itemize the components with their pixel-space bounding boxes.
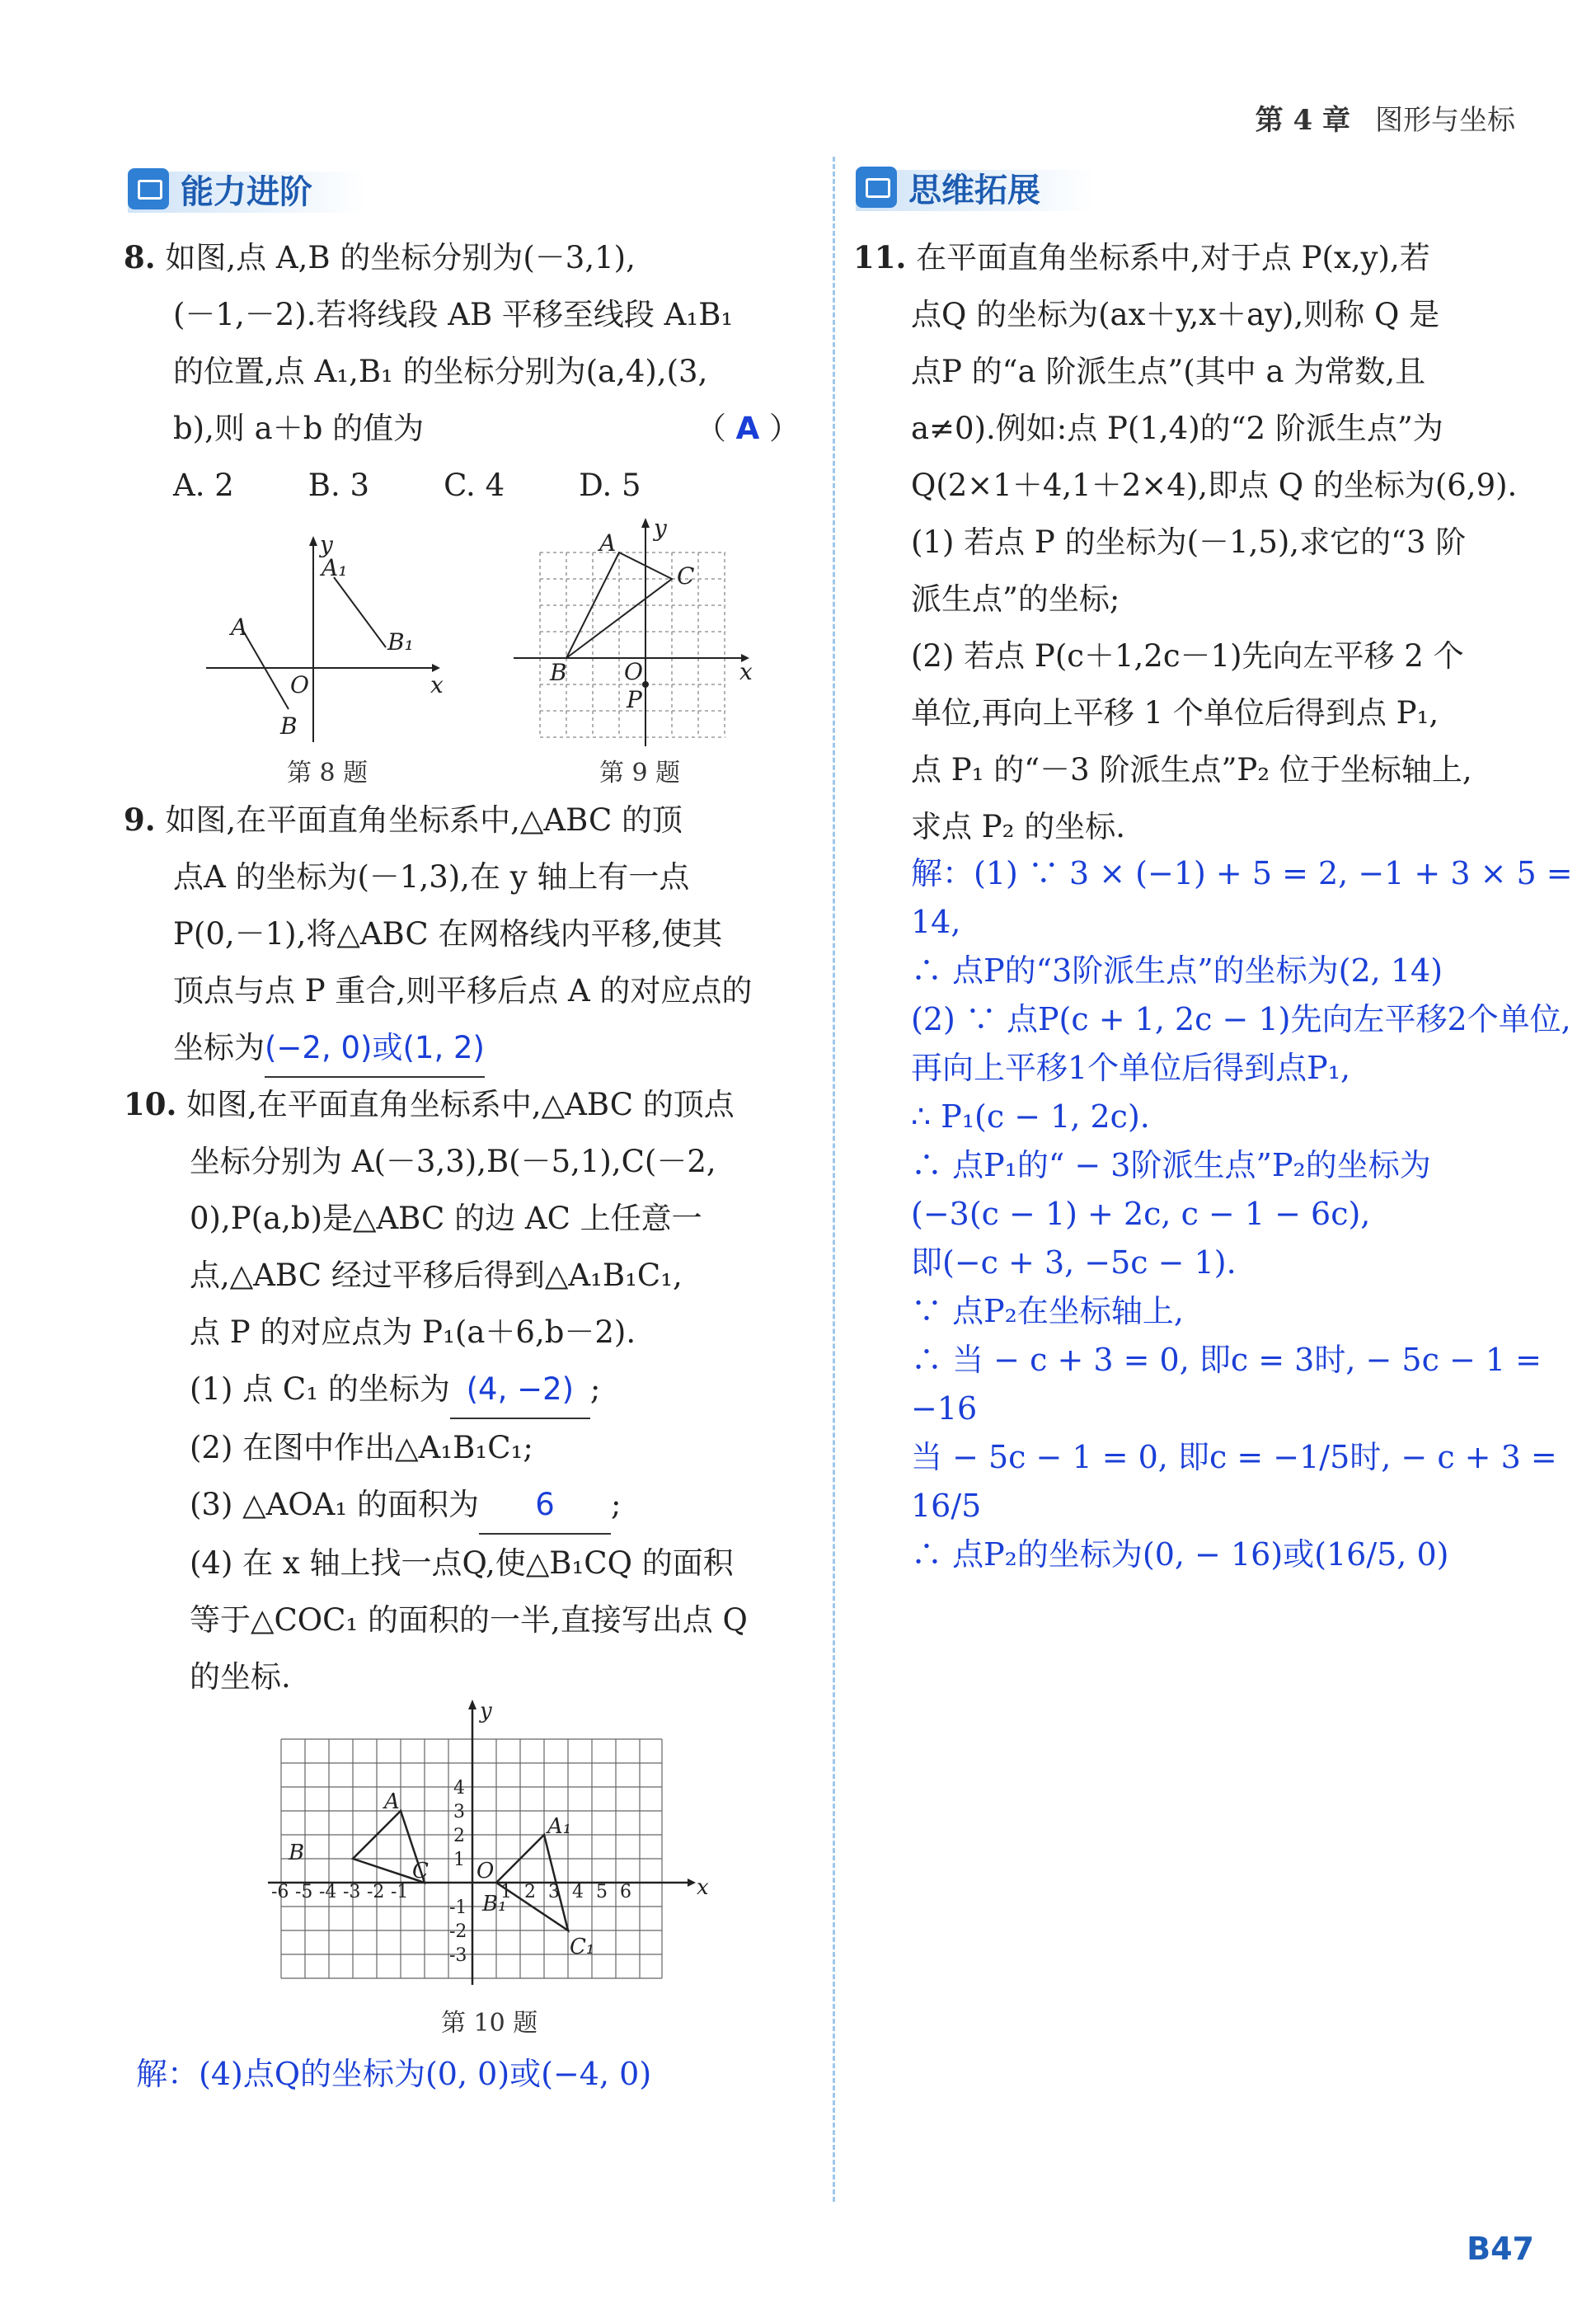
option-b: B. 3 bbox=[307, 468, 370, 503]
text-line: 坐标为 bbox=[173, 1030, 265, 1065]
label-c: C bbox=[677, 562, 695, 590]
options bbox=[124, 457, 800, 514]
text-line: 如图,在平面直角坐标系中,△ABC 的顶点 bbox=[186, 1087, 735, 1122]
option-a: A. 2 bbox=[173, 468, 234, 503]
ytick: 4 bbox=[453, 1778, 465, 1799]
label-c: C bbox=[412, 1859, 429, 1883]
page-number: B47 bbox=[1467, 2231, 1534, 2267]
text-line: 点 P 的对应点为 P₁(a＋6,b－2). bbox=[190, 1314, 636, 1350]
pencil-icon bbox=[128, 168, 169, 209]
label-b: B bbox=[550, 659, 567, 686]
solution-line: 解：(1) ∵ 3 × (−1) + 5 = 2, −1 + 3 × 5 = 14, bbox=[911, 855, 1573, 940]
label-b: B bbox=[289, 1841, 305, 1865]
caption-8: 第 8 题 bbox=[287, 759, 368, 788]
text-line: 坐标分别为 A(－3,3),B(－5,1),C(－2, bbox=[190, 1144, 716, 1179]
column-divider bbox=[833, 157, 835, 2202]
xtick: -2 bbox=[367, 1882, 385, 1902]
label-p: P bbox=[627, 686, 642, 713]
label-a1: A₁ bbox=[547, 1814, 572, 1839]
text-line: Q(2×1＋4,1＋2×4),即点 Q 的坐标为(6,9). bbox=[911, 468, 1518, 503]
text-line: 的坐标. bbox=[190, 1659, 291, 1695]
solution-11 bbox=[911, 849, 1587, 1579]
xtick: 4 bbox=[572, 1882, 584, 1902]
text-line: 如图,在平面直角坐标系中,△ABC 的顶 bbox=[165, 802, 683, 838]
part-2: (2) 在图中作出△A₁B₁C₁; bbox=[190, 1430, 533, 1465]
text-line: a≠0).例如:点 P(1,4)的“2 阶派生点”为 bbox=[911, 411, 1443, 446]
xtick: -1 bbox=[391, 1882, 409, 1902]
solution-line: ∴ P₁(c − 1, 2c). bbox=[911, 1098, 1150, 1135]
label-a: A bbox=[599, 529, 617, 557]
answer-10-3: 6 bbox=[479, 1476, 611, 1535]
answer-9: (−2, 0)或(1, 2) bbox=[265, 1019, 485, 1078]
text-line: (2) 若点 P(c＋1,2c－1)先向左平移 2 个 bbox=[911, 638, 1464, 674]
point-p bbox=[642, 681, 649, 688]
label-a1: A₁ bbox=[322, 554, 348, 581]
solution-line: 再向上平移1个单位后得到点P₁, bbox=[911, 1050, 1351, 1086]
label-a: A bbox=[384, 1789, 400, 1814]
answer-8: A bbox=[735, 411, 760, 446]
text-line: (－1,－2).若将线段 AB 平移至线段 A₁B₁ bbox=[173, 297, 734, 332]
solution-line: ∵ 点P₂在坐标轴上, bbox=[911, 1293, 1184, 1329]
ytick: -2 bbox=[449, 1921, 467, 1942]
part-4: (4) 在 x 轴上找一点Q,使△B₁CQ 的面积 bbox=[190, 1545, 734, 1581]
text-line: 的位置,点 A₁,B₁ 的坐标分别为(a,4),(3, bbox=[173, 354, 708, 389]
label-b: B bbox=[280, 712, 298, 740]
xtick: -5 bbox=[295, 1882, 313, 1902]
figure-9 bbox=[507, 511, 771, 750]
text-line: 点Q 的坐标为(ax＋y,x＋ay),则称 Q 是 bbox=[911, 297, 1440, 332]
segment-a1b1 bbox=[334, 577, 386, 647]
label-a: A bbox=[231, 614, 248, 641]
question-number: 11. bbox=[853, 239, 907, 275]
option-c: C. 4 bbox=[444, 468, 505, 503]
answer-10-1: (4, −2) bbox=[450, 1361, 590, 1419]
answer-bracket: （ A ） bbox=[695, 411, 800, 446]
solution-line: 即(−c + 3, −5c − 1). bbox=[911, 1244, 1237, 1281]
text-line: 在平面直角坐标系中,对于点 P(x,y),若 bbox=[916, 240, 1430, 275]
caption-9: 第 9 题 bbox=[599, 759, 681, 788]
solution-10: 解：(4)点Q的坐标为(0, 0)或(−4, 0) bbox=[136, 2056, 652, 2092]
label-x: x bbox=[430, 671, 444, 698]
xtick: -4 bbox=[319, 1882, 337, 1902]
xtick: 3 bbox=[548, 1882, 560, 1902]
segment-ab bbox=[243, 631, 289, 709]
section-title-right bbox=[856, 163, 1040, 211]
xtick: 2 bbox=[524, 1882, 536, 1902]
label-o: O bbox=[476, 1859, 495, 1883]
solution-line: (−3(c − 1) + 2c, c − 1 − 6c), bbox=[911, 1196, 1371, 1232]
text-line: 顶点与点 P 重合,则平移后点 A 的对应点的 bbox=[173, 973, 753, 1009]
chapter-title: 图形与坐标 bbox=[1375, 104, 1515, 137]
section-label: 能力进阶 bbox=[181, 172, 312, 211]
xtick: 6 bbox=[620, 1882, 631, 1902]
option-d: D. 5 bbox=[579, 468, 641, 503]
text-line: 点,△ABC 经过平移后得到△A₁B₁C₁, bbox=[190, 1258, 683, 1293]
text-line: 点A 的坐标为(－1,3),在 y 轴上有一点 bbox=[173, 859, 690, 895]
part-3: (3) △AOA₁ 的面积为 bbox=[190, 1487, 479, 1522]
text-line: (1) 若点 P 的坐标为(－1,5),求它的“3 阶 bbox=[911, 524, 1467, 560]
caption-10: 第 10 题 bbox=[441, 2009, 538, 2038]
question-number: 9. bbox=[124, 802, 156, 838]
solution-line: ∴ 点P₁的“ − 3阶派生点”P₂的坐标为 bbox=[911, 1147, 1431, 1183]
text-line: b),则 a＋b 的值为 bbox=[173, 411, 425, 446]
text-line: P(0,－1),将△ABC 在网格线内平移,使其 bbox=[173, 916, 723, 952]
text-line: 点P 的“a 阶派生点”(其中 a 为常数,且 bbox=[911, 354, 1426, 389]
ytick: 2 bbox=[453, 1826, 465, 1846]
question-number: 8. bbox=[124, 239, 156, 275]
text-line: 等于△COC₁ 的面积的一半,直接写出点 Q bbox=[190, 1602, 748, 1638]
figure-8 bbox=[198, 528, 462, 750]
ytick: 3 bbox=[453, 1802, 465, 1822]
text-line: 单位,再向上平移 1 个单位后得到点 P₁, bbox=[911, 695, 1439, 731]
figure-10 bbox=[264, 1695, 709, 1991]
text-line: 0),P(a,b)是△ABC 的边 AC 上任意一 bbox=[190, 1201, 702, 1236]
question-number: 10. bbox=[124, 1086, 177, 1122]
solution-line: ∴ 点P₂的坐标为(0, − 16)或(16/5, 0) bbox=[911, 1536, 1449, 1573]
text-line: 点 P₁ 的“－3 阶派生点”P₂ 位于坐标轴上, bbox=[911, 752, 1472, 788]
y-arrow bbox=[309, 536, 317, 546]
text-line: 求点 P₂ 的坐标. bbox=[911, 809, 1126, 844]
solution-line: (2) ∵ 点P(c + 1, 2c − 1)先向左平移2个单位, bbox=[911, 1001, 1571, 1037]
label-b1: B₁ bbox=[387, 628, 414, 656]
ytick: -1 bbox=[449, 1897, 467, 1918]
chapter-number: 第 4 章 bbox=[1255, 104, 1350, 137]
xtick: 1 bbox=[500, 1882, 512, 1902]
solution-line: 当 − 5c − 1 = 0, 即c = −1/5时, − c + 3 = 16/5 bbox=[911, 1439, 1557, 1524]
solution-line: ∴ 点P的“3阶派生点”的坐标为(2, 14) bbox=[911, 952, 1443, 989]
part-1: (1) 点 C₁ 的坐标为 bbox=[190, 1371, 450, 1407]
label-y: y bbox=[654, 515, 667, 542]
xtick: -3 bbox=[343, 1882, 361, 1902]
label-b1: B₁ bbox=[482, 1892, 507, 1916]
solution-line: ∴ 当 − c + 3 = 0, 即c = 3时, − 5c − 1 = −16 bbox=[911, 1342, 1542, 1427]
question-11 bbox=[853, 229, 1529, 855]
text-line: 派生点”的坐标; bbox=[911, 581, 1120, 617]
label-o: O bbox=[290, 671, 309, 698]
label-y: y bbox=[480, 1699, 492, 1723]
xtick: 5 bbox=[596, 1882, 608, 1902]
section-label: 思维拓展 bbox=[908, 171, 1040, 209]
question-10: 10. 如图,在平面直角坐标系中,△ABC 的顶点 坐标分别为 A(－3,3),B(－5,1),C(－2, 0),P(a,b)是△ABC 的边 AC 上任意一 点,△ABC 经过平移后得到△A₁B₁C₁, 点 P 的对应点为 P₁(a＋6,b－2). (1) 点 C₁ 的坐标为 (4, −2) ; (2) 在图中作出△A₁B₁C₁; (3) △AOA₁ 的面积为 6 ; (4) 在 x 轴上找一点Q,使△B₁CQ 的面积 等于△COC₁ 的面积的一半,直接写出点 Q 的坐标. bbox=[124, 1076, 808, 1705]
question-8 bbox=[124, 229, 800, 514]
ytick: 1 bbox=[453, 1850, 465, 1870]
label-x: x bbox=[739, 658, 753, 685]
text-line: 如图,点 A,B 的坐标分别为(－3,1), bbox=[165, 240, 636, 275]
flag-icon bbox=[856, 167, 897, 208]
question-9 bbox=[124, 792, 800, 1078]
label-c1: C₁ bbox=[570, 1935, 595, 1959]
xtick: -6 bbox=[271, 1882, 289, 1902]
label-o: O bbox=[624, 658, 643, 685]
section-title-left bbox=[128, 165, 312, 213]
ytick: -3 bbox=[449, 1945, 467, 1966]
label-x: x bbox=[697, 1875, 709, 1900]
page-header bbox=[1256, 97, 1515, 138]
label-y: y bbox=[320, 531, 333, 558]
